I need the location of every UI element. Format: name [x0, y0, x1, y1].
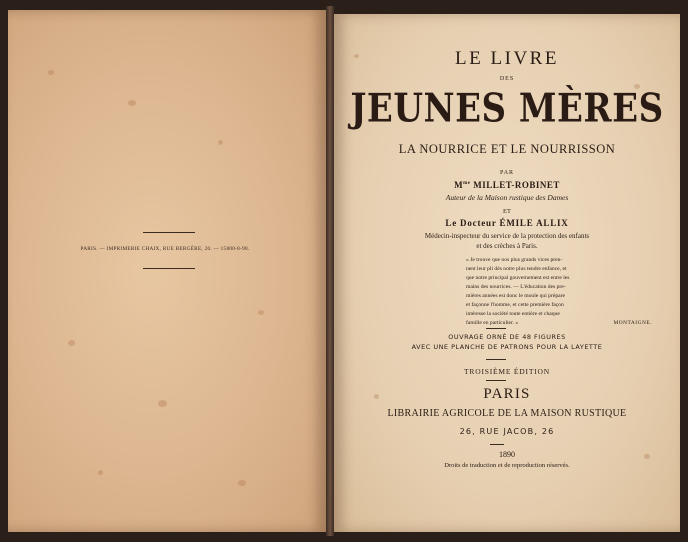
author1-role: Auteur de la Maison rustique des Dames [445, 193, 569, 202]
publisher: LIBRAIRIE AGRICOLE DE LA MAISON RUSTIQUE [387, 408, 627, 419]
main-title: JEUNES MÈRES [350, 86, 664, 132]
author2: Le Docteur ÉMILE ALLIX [445, 218, 569, 228]
left-page [8, 10, 326, 532]
ornament-line2: AVEC UNE PLANCHE DE PATRONS POUR LA LAYETTE [411, 343, 603, 351]
author1-prefix: M [454, 180, 464, 190]
quote-line: famille en particulier. » [466, 320, 519, 326]
quote-line: intéresse la société toute entière et chaque [466, 311, 560, 317]
printer-line: PARIS. — IMPRIMERIE CHAIX, RUE BERGÈRE, 20. — 15800-8-90. [80, 246, 250, 252]
par-label: PAR [499, 170, 515, 176]
quote-line: « Je trouve que nos plus grands vices pren- [466, 257, 563, 263]
year-divider [490, 444, 504, 445]
book-gutter [326, 6, 334, 536]
author1-name: MILLET-ROBINET [473, 180, 560, 190]
ornament-line1: OUVRAGE ORNÉ DE 48 FIGURES [448, 333, 566, 341]
edition-divider-bottom [486, 380, 506, 381]
quote-author: MONTAIGNE. [613, 320, 652, 326]
city: PARIS [483, 386, 531, 402]
title-des: DES [499, 76, 515, 82]
et-label: ET [503, 208, 511, 215]
quote-line: mains des nourrices. — L'éducation des pre- [466, 284, 566, 290]
small-divider [486, 328, 506, 329]
address: 26, RUE JACOB, 26 [459, 427, 555, 436]
edition: TROISIÈME ÉDITION [464, 367, 550, 376]
subtitle: LA NOURRICE ET LE NOURRISSON [398, 142, 616, 156]
quote-line: nent leur pli dès notre plus tendre enfance, et [466, 266, 567, 272]
author1 [334, 180, 680, 190]
year: 1890 [499, 450, 515, 459]
edition-divider-top [486, 359, 506, 360]
divider-top [143, 232, 195, 233]
author2-role-line1: Médecin-inspecteur du service de la protection des enfants [424, 232, 590, 240]
quote-line: et façonne l'homme, et cette première façon [466, 302, 564, 308]
rights: Droits de traduction et de reproduction réservés. [444, 462, 570, 469]
quote-line: que notre principal gouvernement est entre les [466, 275, 570, 281]
title-line1: LE LIVRE [455, 48, 559, 69]
author2-role-line2: et des crèches à Paris. [476, 242, 538, 250]
quote-line: mières années est donc le moule qui prépare [466, 293, 565, 299]
divider-bottom [143, 268, 195, 269]
author1-sup: me [463, 181, 471, 186]
